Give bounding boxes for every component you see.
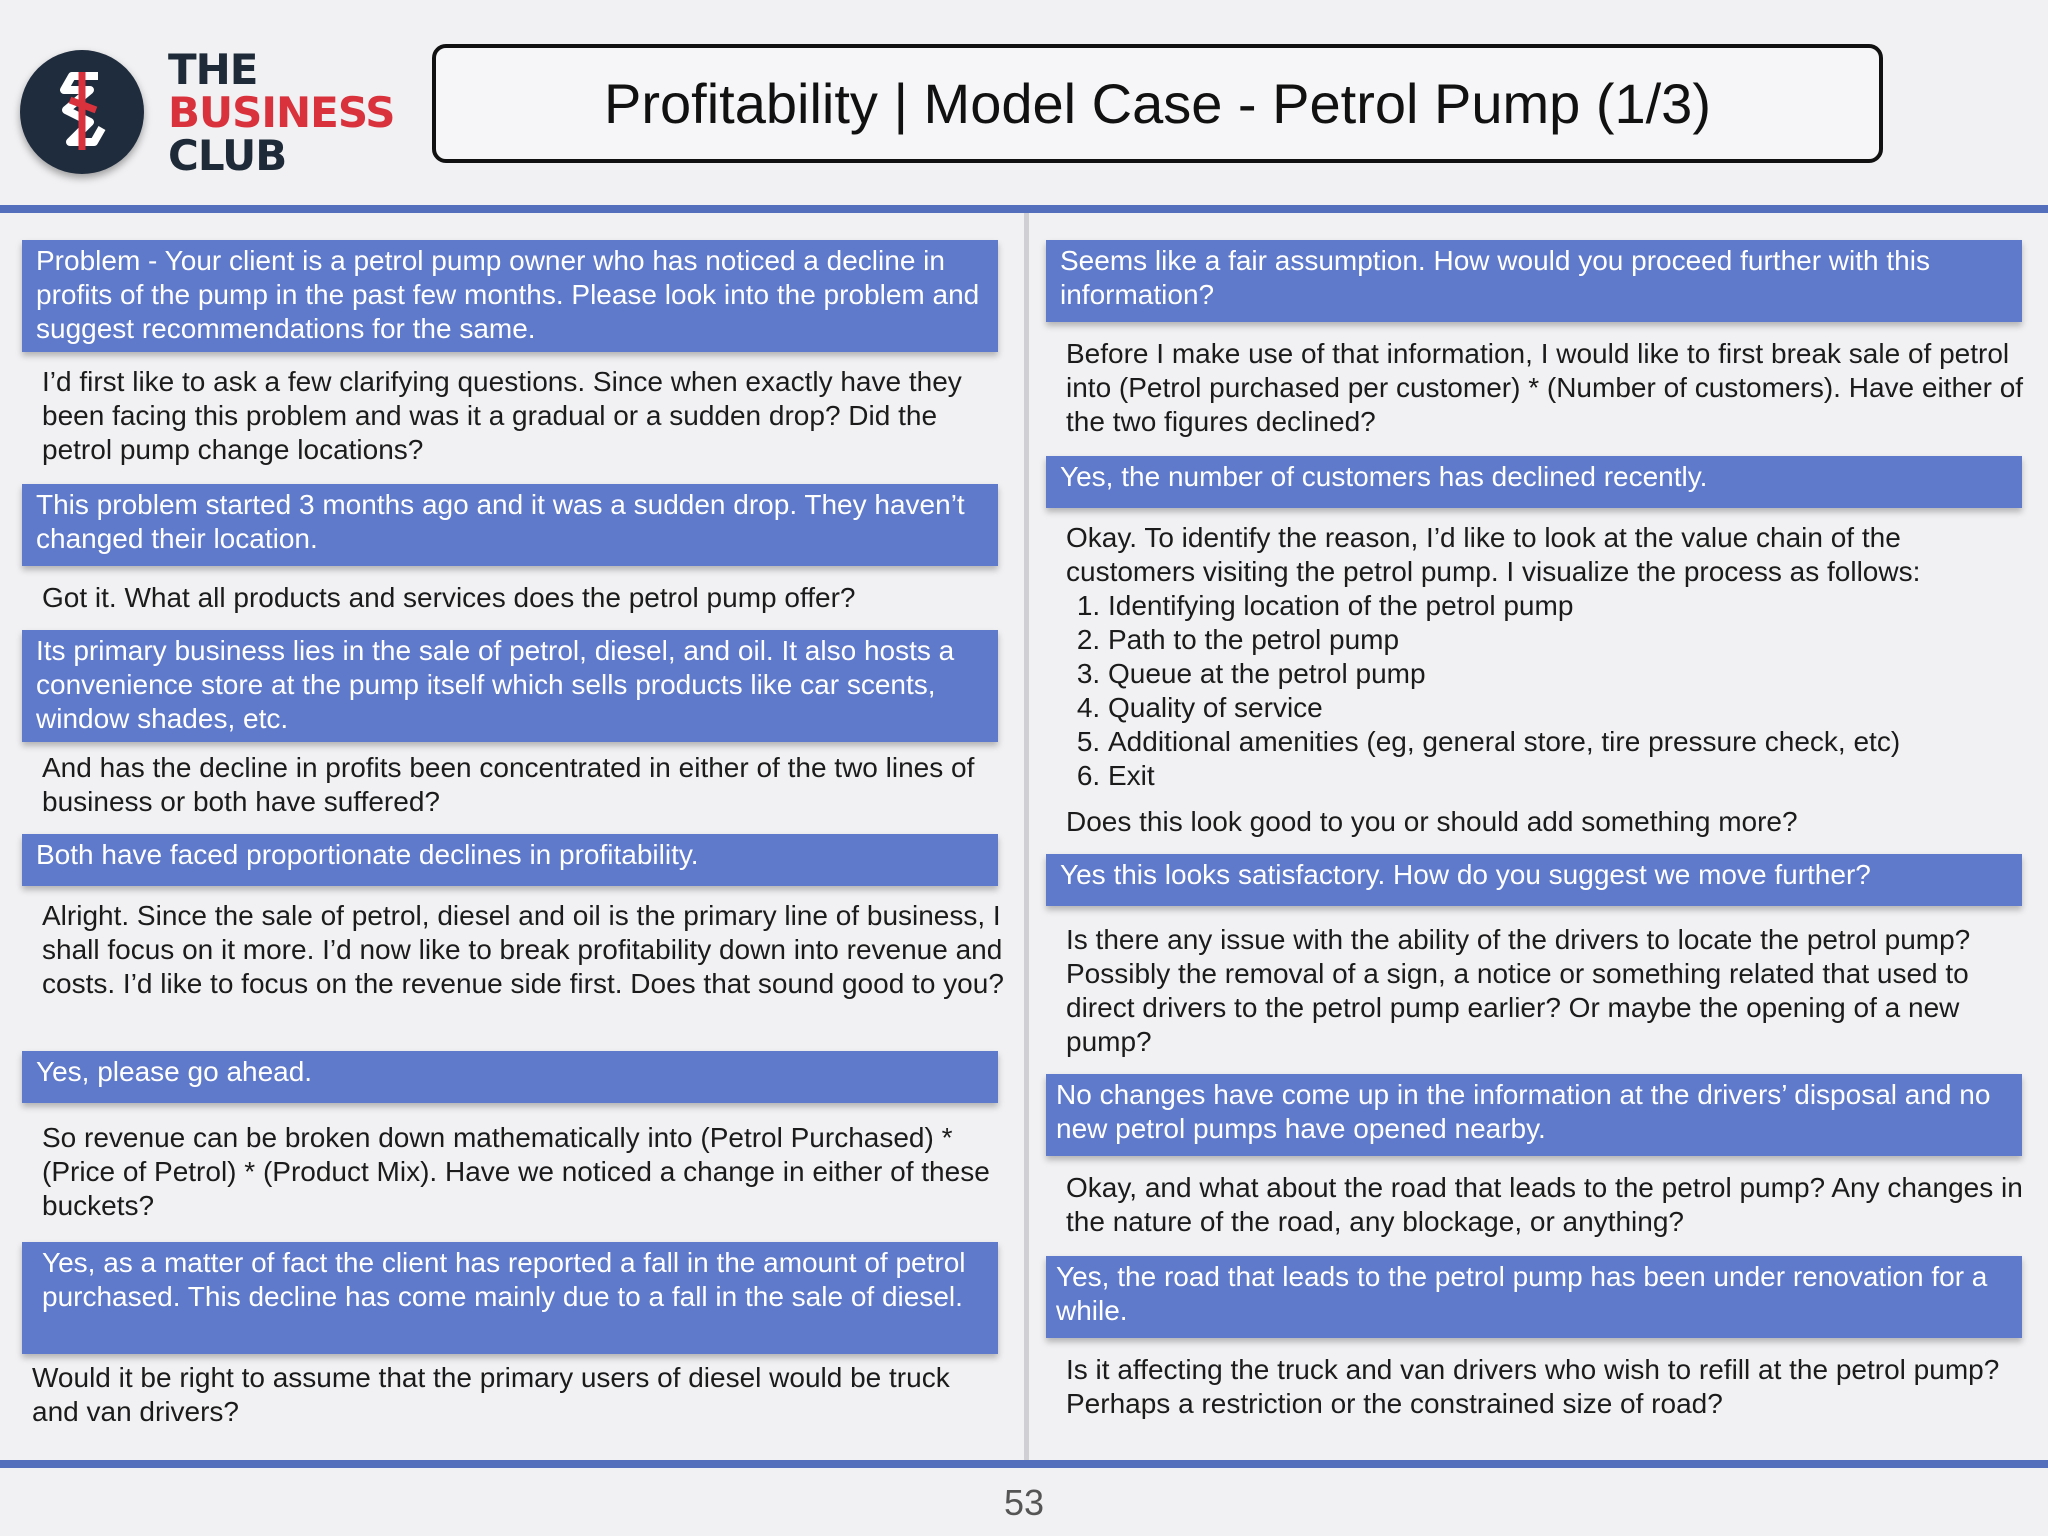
right-answer-5: Is it affecting the truck and van drivers who wish to refill at the petrol pump? Perhaps a restriction or the constrained size of road? bbox=[1066, 1354, 2000, 1419]
logo-line-3: CLUB bbox=[168, 131, 287, 180]
top-divider bbox=[0, 205, 2048, 213]
list-item: 5. Additional amenities (eg, general store, tire pressure check, etc) bbox=[1108, 725, 2026, 759]
value-chain-list bbox=[1066, 589, 2026, 793]
left-question-4: Both have faced proportionate declines in profitability. bbox=[22, 834, 998, 886]
right-answer-2 bbox=[1066, 521, 2026, 839]
title-box bbox=[432, 44, 1883, 163]
left-answer-1: I’d first like to ask a few clarifying questions. Since when exactly have they been facing this problem and was it a gradual or a sudden drop? Did the petrol pump change locations? bbox=[42, 366, 962, 465]
column-divider bbox=[1024, 213, 1029, 1460]
right-answer-3: Is there any issue with the ability of the drivers to locate the petrol pump? Possibly the removal of a sign, a notice or something related that used to direct drivers to the petrol pump earlier? Or maybe the opening of a new pump? bbox=[1066, 924, 1971, 1057]
left-question-1: Problem - Your client is a petrol pump owner who has noticed a decline in profits of the pump in the past few months. Please look into the problem and suggest recommendations for the same. bbox=[22, 240, 998, 352]
left-question-5: Yes, please go ahead. bbox=[22, 1051, 998, 1103]
right-question-5: Yes, the road that leads to the petrol pump has been under renovation for a while. bbox=[1046, 1256, 2022, 1338]
list-item: 6. Exit bbox=[1108, 759, 2026, 793]
left-answer-5: So revenue can be broken down mathematically into (Petrol Purchased) * (Price of Petrol) * (Product Mix). Have we noticed a change in either of these buckets? bbox=[42, 1122, 990, 1221]
list-item: 2. Path to the petrol pump bbox=[1108, 623, 2026, 657]
left-answer-3: And has the decline in profits been concentrated in either of the two lines of business or both have suffered? bbox=[42, 752, 975, 817]
value-chain-outro: Does this look good to you or should add something more? bbox=[1066, 806, 1798, 837]
logo-line-1: THE bbox=[168, 45, 258, 94]
list-item: 4. Quality of service bbox=[1108, 691, 2026, 725]
right-question-1: Seems like a fair assumption. How would you proceed further with this information? bbox=[1046, 240, 2022, 322]
value-chain-intro: Okay. To identify the reason, I’d like to look at the value chain of the customers visiting the petrol pump. I visualize the process as follows: bbox=[1066, 522, 1921, 587]
list-item: 1. Identifying location of the petrol pump bbox=[1108, 589, 2026, 623]
bottom-divider bbox=[0, 1460, 2048, 1468]
right-question-2: Yes, the number of customers has declined recently. bbox=[1046, 456, 2022, 508]
right-question-4: No changes have come up in the information at the drivers’ disposal and no new petrol pumps have opened nearby. bbox=[1046, 1074, 2022, 1156]
right-question-3: Yes this looks satisfactory. How do you suggest we move further? bbox=[1046, 854, 2022, 906]
right-answer-4: Okay, and what about the road that leads to the petrol pump? Any changes in the nature of the road, any blockage, or anything? bbox=[1066, 1172, 2023, 1237]
left-answer-6: Would it be right to assume that the primary users of diesel would be truck and van drivers? bbox=[32, 1362, 950, 1427]
left-question-2: This problem started 3 months ago and it was a sudden drop. They haven’t changed their location. bbox=[22, 484, 998, 566]
left-question-3: Its primary business lies in the sale of petrol, diesel, and oil. It also hosts a convenience store at the pump itself which sells products like car scents, window shades, etc. bbox=[22, 630, 998, 742]
page-title: Profitability | Model Case - Petrol Pump (1/3) bbox=[604, 72, 1711, 135]
left-answer-4: Alright. Since the sale of petrol, diesel and oil is the primary line of business, I shall focus on it more. I’d now like to break profitability down into revenue and costs. I’d like to focus on the revenue side first. Does that sound good to you? bbox=[42, 900, 1004, 999]
logo-line-2: BUSINESS bbox=[168, 88, 395, 137]
left-question-6: Yes, as a matter of fact the client has reported a fall in the amount of petrol purchased. This decline has come mainly due to a fall in the sale of diesel. bbox=[22, 1242, 998, 1354]
dollar-s-icon bbox=[20, 50, 144, 174]
right-answer-1: Before I make use of that information, I would like to first break sale of petrol into (Petrol purchased per customer) * (Number of customers). Have either of the two figures declined? bbox=[1066, 338, 2024, 437]
page-number: 53 bbox=[1003, 1482, 1045, 1523]
logo bbox=[20, 45, 395, 186]
list-item: 3. Queue at the petrol pump bbox=[1108, 657, 2026, 691]
logo-wordmark bbox=[168, 45, 395, 180]
left-answer-2: Got it. What all products and services does the petrol pump offer? bbox=[42, 582, 856, 613]
